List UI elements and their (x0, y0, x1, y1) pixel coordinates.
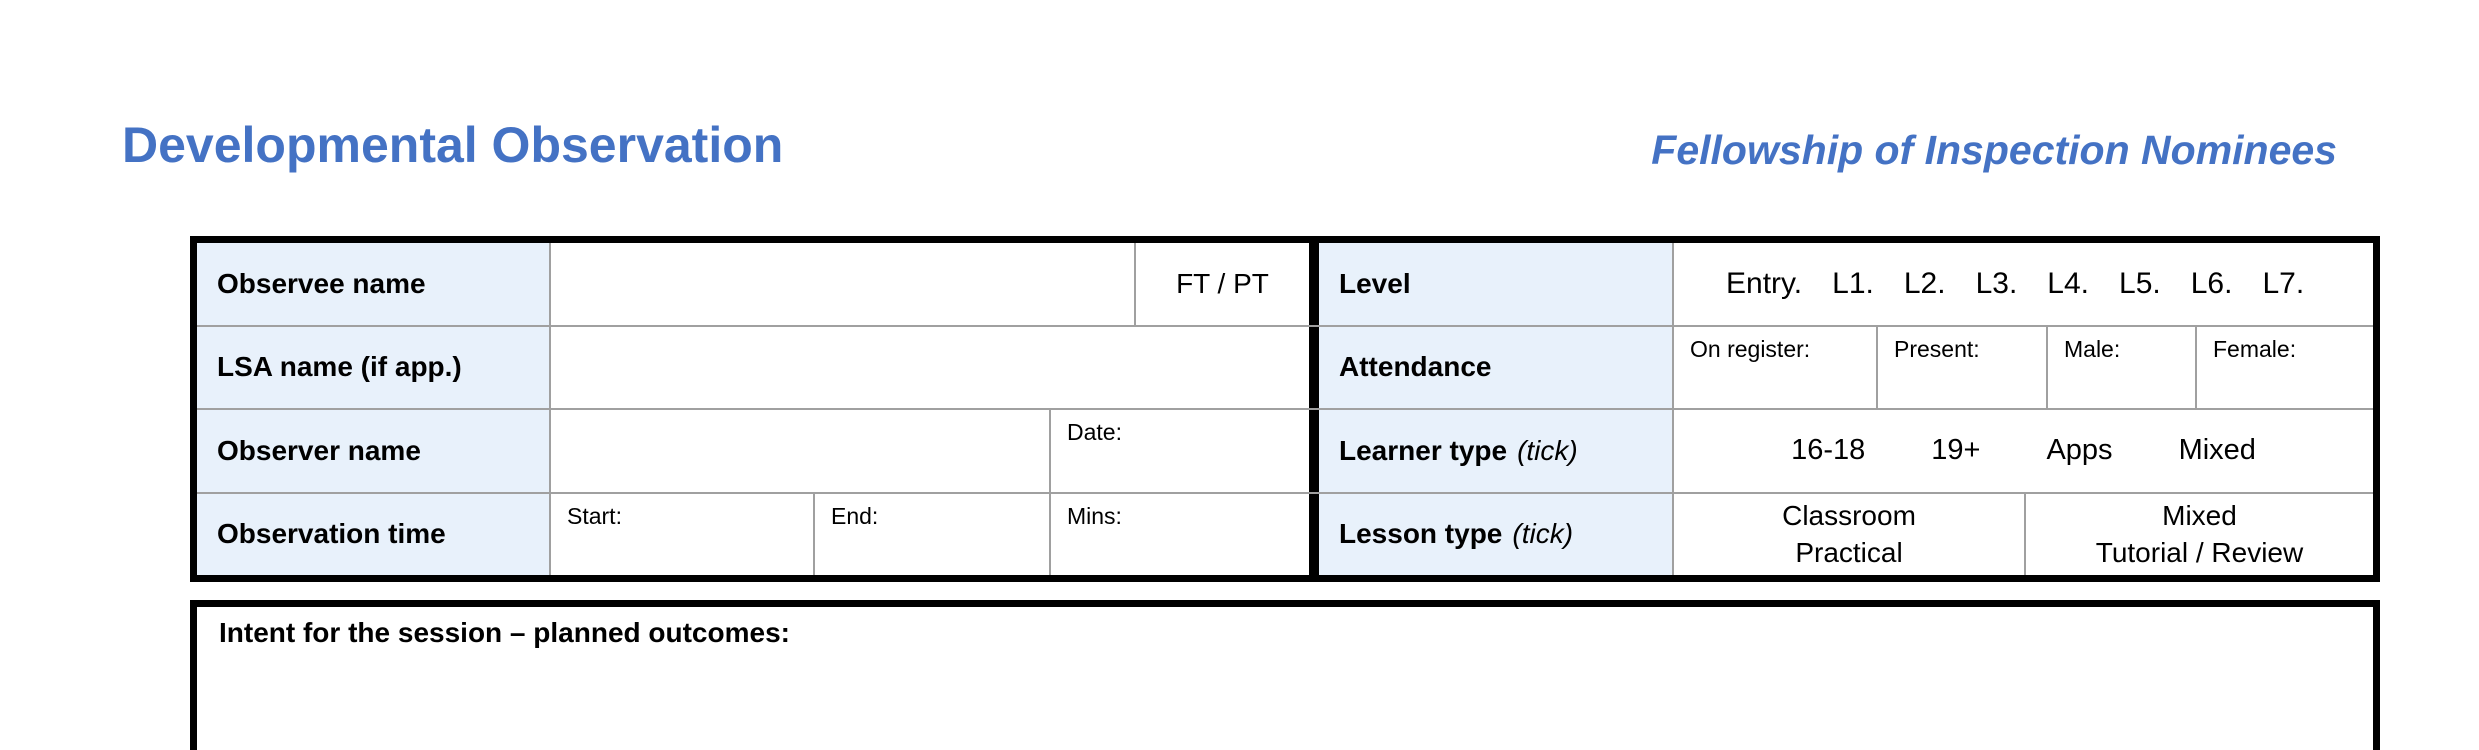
level-option-l7[interactable]: L7. (2262, 266, 2305, 300)
learner-option-apps[interactable]: Apps (2046, 434, 2113, 467)
learner-type-tick-hint: (tick) (1517, 434, 1578, 466)
table-row (197, 494, 2373, 576)
lesson-option-mixed[interactable]: Mixed (2162, 500, 2237, 532)
learner-type-label (1309, 410, 1672, 492)
learner-type-label-text: Learner type (1339, 434, 1508, 466)
date-label: Date: (1067, 419, 1122, 445)
attendance-label: Attendance (1309, 327, 1672, 409)
lesson-option-practical[interactable]: Practical (1795, 537, 1903, 569)
lesson-option-classroom[interactable]: Classroom (1782, 500, 1916, 532)
intent-section[interactable] (190, 600, 2380, 750)
observation-time-label: Observation time (197, 494, 549, 576)
observer-name-label: Observer name (197, 410, 549, 492)
lesson-option-classroom-practical[interactable] (1672, 494, 2024, 576)
male-field[interactable] (2046, 327, 2195, 409)
level-option-l2[interactable]: L2. (1903, 266, 1946, 300)
level-option-entry[interactable]: Entry. (1726, 266, 1803, 300)
level-option-l3[interactable]: L3. (1975, 266, 2018, 300)
ft-pt-option[interactable]: FT / PT (1134, 243, 1309, 325)
lesson-option-tutorial-review[interactable]: Tutorial / Review (2095, 537, 2304, 569)
table-row (197, 327, 2373, 411)
on-register-label: On register: (1690, 335, 1811, 362)
mins-field[interactable] (1049, 494, 1309, 576)
male-label: Male: (2064, 335, 2121, 362)
lsa-name-field[interactable] (549, 327, 1309, 409)
start-time-field[interactable] (549, 494, 813, 576)
observee-name-field[interactable] (549, 243, 1134, 325)
mins-label: Mins: (1067, 502, 1122, 529)
organisation-title: Fellowship of Inspection Nominees (1651, 127, 2337, 173)
learner-type-options (1672, 410, 2373, 492)
level-option-l1[interactable]: L1. (1832, 266, 1874, 300)
lesson-option-mixed-tutorial[interactable] (2024, 494, 2373, 576)
learner-option-19plus[interactable]: 19+ (1931, 434, 1981, 467)
lesson-type-label-text: Lesson type (1339, 518, 1503, 550)
end-time-field[interactable] (813, 494, 1049, 576)
lesson-type-tick-hint: (tick) (1512, 518, 1574, 550)
level-label: Level (1309, 243, 1672, 325)
female-label: Female: (2213, 335, 2297, 362)
observation-details-table (190, 236, 2380, 582)
learner-option-16-18[interactable]: 16-18 (1791, 434, 1866, 467)
level-options (1672, 243, 2373, 325)
start-label: Start: (567, 502, 622, 529)
lesson-type-label (1309, 494, 1672, 576)
observee-name-label: Observee name (197, 243, 549, 325)
level-option-l5[interactable]: L5. (2119, 266, 2161, 300)
table-row (197, 410, 2373, 494)
learner-option-mixed[interactable]: Mixed (2178, 434, 2256, 467)
present-field[interactable] (1876, 327, 2046, 409)
intent-heading: Intent for the session – planned outcomes: (219, 617, 790, 648)
table-row (197, 243, 2373, 327)
end-label: End: (831, 502, 879, 529)
on-register-field[interactable] (1672, 327, 1876, 409)
level-option-l6[interactable]: L6. (2190, 266, 2233, 300)
female-field[interactable] (2195, 327, 2373, 409)
lsa-name-label: LSA name (if app.) (197, 327, 549, 409)
observer-name-field[interactable] (549, 410, 1049, 492)
page-title: Developmental Observation (122, 117, 784, 173)
level-option-l4[interactable]: L4. (2047, 266, 2090, 300)
date-field[interactable] (1049, 410, 1309, 492)
present-label: Present: (1894, 335, 1980, 362)
